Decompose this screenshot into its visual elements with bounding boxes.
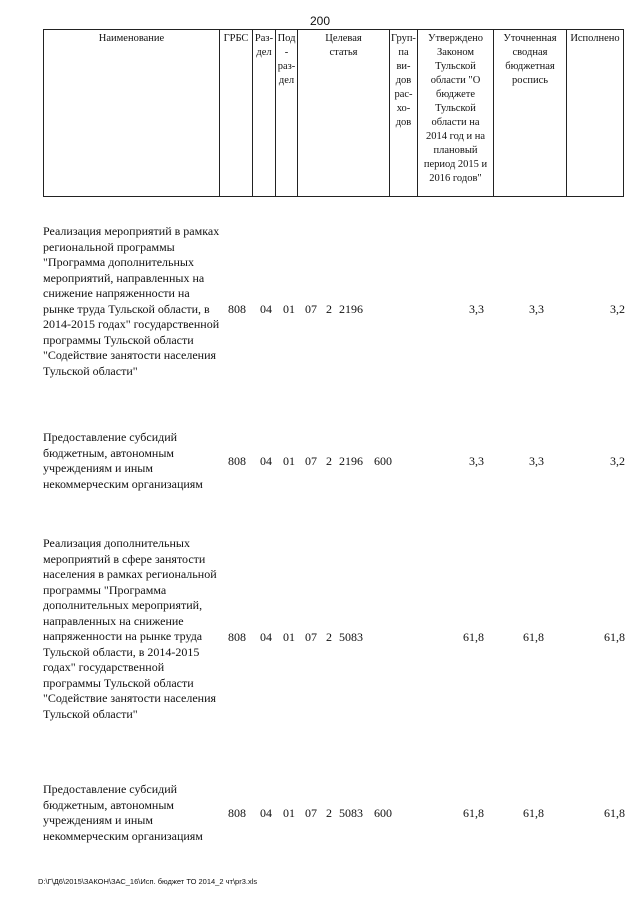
header-approved: Утверждено Законом Тульской области "О бюджете Тульской области на 2014 год и на плановый период 2015 и 2016 годов" bbox=[418, 30, 494, 197]
cell-target-subprogram: 2 bbox=[326, 302, 332, 316]
cell-target-program: 07 bbox=[305, 630, 317, 644]
cell-executed: 3,2 bbox=[610, 302, 625, 316]
cell-target-program: 07 bbox=[305, 806, 317, 820]
cell-refined: 61,8 bbox=[523, 806, 544, 820]
cell-podrazdel: 01 bbox=[283, 630, 295, 644]
cell-expense-group: 600 bbox=[374, 454, 392, 468]
cell-approved: 61,8 bbox=[463, 630, 484, 644]
cell-grbs: 808 bbox=[228, 454, 246, 468]
cell-grbs: 808 bbox=[228, 630, 246, 644]
cell-refined: 3,3 bbox=[529, 454, 544, 468]
cell-grbs: 808 bbox=[228, 806, 246, 820]
cell-target-program: 07 bbox=[305, 454, 317, 468]
cell-approved: 3,3 bbox=[469, 302, 484, 316]
row-name: Реализация мероприятий в рамках региональной программы "Программа дополнительных мероприятий, направленных на снижение напряженности на рынке труда Тульской области, в 2014-2015 годах" государственной программы Тульской области "Содействие занятости населения Тульской области" bbox=[43, 224, 220, 378]
cell-razdel: 04 bbox=[260, 302, 272, 316]
cell-target-direction: 2196 bbox=[339, 454, 363, 468]
cell-executed: 61,8 bbox=[604, 806, 625, 820]
header-executed: Исполнено bbox=[567, 30, 624, 197]
cell-grbs: 808 bbox=[228, 302, 246, 316]
header-expense-group: Груп- па ви- дов рас- хо- дов bbox=[390, 30, 418, 197]
cell-target-subprogram: 2 bbox=[326, 806, 332, 820]
table-row bbox=[43, 224, 625, 396]
page-number: 200 bbox=[309, 14, 331, 28]
cell-target-program: 07 bbox=[305, 302, 317, 316]
cell-target-direction: 2196 bbox=[339, 302, 363, 316]
header-grbs: ГРБС bbox=[220, 30, 253, 197]
row-name: Предоставление субсидий бюджетным, автономным учреждениям и иным некоммерческим организациям bbox=[43, 430, 203, 491]
cell-executed: 61,8 bbox=[604, 630, 625, 644]
table-header bbox=[43, 29, 624, 197]
cell-razdel: 04 bbox=[260, 806, 272, 820]
file-path-footer: D:\Г\Д6\2015\ЗАКОН\ЗАС_16\Исп. бюджет ТО 2014_2 чт\pr3.xls bbox=[38, 877, 258, 886]
cell-refined: 3,3 bbox=[529, 302, 544, 316]
cell-approved: 3,3 bbox=[469, 454, 484, 468]
cell-podrazdel: 01 bbox=[283, 806, 295, 820]
cell-podrazdel: 01 bbox=[283, 454, 295, 468]
cell-target-direction: 5083 bbox=[339, 630, 363, 644]
cell-podrazdel: 01 bbox=[283, 302, 295, 316]
cell-target-subprogram: 2 bbox=[326, 630, 332, 644]
cell-approved: 61,8 bbox=[463, 806, 484, 820]
header-razdel: Раз- дел bbox=[253, 30, 276, 197]
row-name: Предоставление субсидий бюджетным, автономным учреждениям и иным некоммерческим организациям bbox=[43, 782, 203, 843]
header-name: Наименование bbox=[44, 30, 220, 197]
cell-executed: 3,2 bbox=[610, 454, 625, 468]
header-target-article: Целевая статья bbox=[298, 30, 390, 197]
cell-refined: 61,8 bbox=[523, 630, 544, 644]
row-name: Реализация дополнительных мероприятий в сфере занятости населения в рамках региональной программы "Программа дополнительных мероприятий, направленных на снижение напряженности на рынке труда Тульской области, в 2014-2015 годах" государственной программы Тульской области "Содействие занятости населения Тульской области" bbox=[43, 536, 217, 721]
table-row bbox=[43, 536, 625, 742]
cell-target-direction: 5083 bbox=[339, 806, 363, 820]
cell-expense-group: 600 bbox=[374, 806, 392, 820]
cell-razdel: 04 bbox=[260, 630, 272, 644]
table-row bbox=[43, 782, 625, 846]
header-refined: Уточненная сводная бюджетная роспись bbox=[494, 30, 567, 197]
cell-razdel: 04 bbox=[260, 454, 272, 468]
cell-target-subprogram: 2 bbox=[326, 454, 332, 468]
table-row bbox=[43, 430, 625, 494]
header-podrazdel: Под- раз- дел bbox=[276, 30, 298, 197]
